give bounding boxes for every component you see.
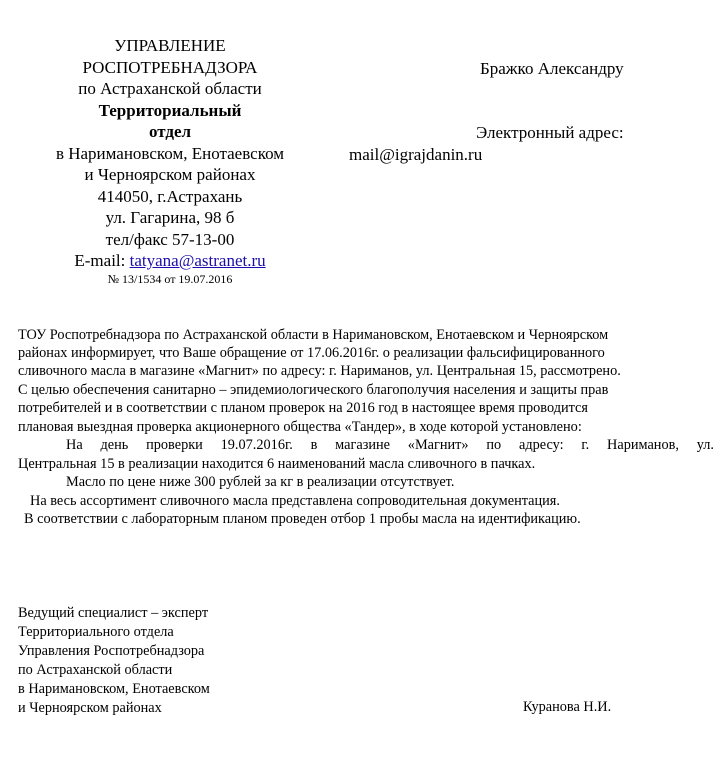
signature-name: Куранова Н.И. — [523, 699, 612, 715]
org-line: РОСПОТРЕБНАДЗОРА — [82, 57, 258, 77]
body-line: На день проверки 19.07.2016г. в магазине «Магнит» по адресу: г. Нариманов, ул. — [66, 437, 714, 453]
sender-email-link[interactable]: tatyana@astranet.ru — [129, 251, 266, 270]
signature-line: в Наримановском, Енотаевском — [18, 681, 210, 697]
body-line: В соответствии с лабораторным планом проведен отбор 1 пробы масла на идентификацию. — [24, 511, 581, 527]
region-line: и Черноярском районах — [84, 165, 256, 184]
org-line: по Астраханской области — [78, 79, 262, 98]
body-line: потребителей и в соответствии с планом проверок на 2016 год в настоящее время проводится — [18, 400, 588, 416]
body-line: ТОУ Роспотребнадзора по Астраханской области в Наримановском, Енотаевском и Черноярском — [18, 327, 609, 343]
signature-line: Территориального отдела — [18, 624, 174, 640]
body-line: Центральная 15 в реализации находится 6 наименований масла сливочного в пачках. — [18, 456, 536, 472]
body-line: Масло по цене ниже 300 рублей за кг в реализации отсутствует. — [66, 474, 455, 490]
body-line: плановая выездная проверка акционерного общества «Тандер», в ходе которой установлено: — [18, 419, 582, 435]
region-line: в Наримановском, Енотаевском — [55, 143, 285, 163]
address-line: 414050, г.Астрахань — [97, 186, 243, 206]
sender-header — [20, 35, 320, 286]
signature-title — [18, 604, 210, 718]
recipient-name: Бражко Александру — [480, 59, 624, 78]
doc-number: № 13/1534 от 19.07.2016 — [107, 271, 233, 286]
dept-line: Территориальный — [98, 100, 242, 120]
signature-line: Управления Роспотребнадзора — [18, 643, 205, 659]
email-label: E-mail: — [74, 251, 130, 270]
body-line: На весь ассортимент сливочного масла представлена сопроводительная документация. — [30, 493, 560, 509]
signature-line: и Черноярском районах — [18, 700, 162, 716]
body-line: сливочного масла в магазине «Магнит» по адресу: г. Нариманов, ул. Центральная 15, рассмотрено. — [18, 363, 621, 379]
body-line: районах информирует, что Ваше обращение от 17.06.2016г. о реализации фальсифицированного — [18, 345, 605, 361]
dept-line: отдел — [148, 122, 192, 141]
email-line — [20, 250, 320, 272]
recipient-email-label: Электронный адрес: — [476, 123, 624, 142]
phone-line: тел/факс 57-13-00 — [105, 229, 235, 249]
signature-line: по Астраханской области — [18, 662, 173, 678]
body-line: С целью обеспечения санитарно – эпидемиологического благополучия населения и защиты прав — [18, 382, 609, 398]
recipient-email: mail@igrajdanin.ru — [349, 145, 483, 164]
signature-line: Ведущий специалист – эксперт — [18, 605, 209, 621]
org-line: УПРАВЛЕНИЕ — [114, 36, 226, 55]
address-line: ул. Гагарина, 98 б — [105, 208, 235, 227]
